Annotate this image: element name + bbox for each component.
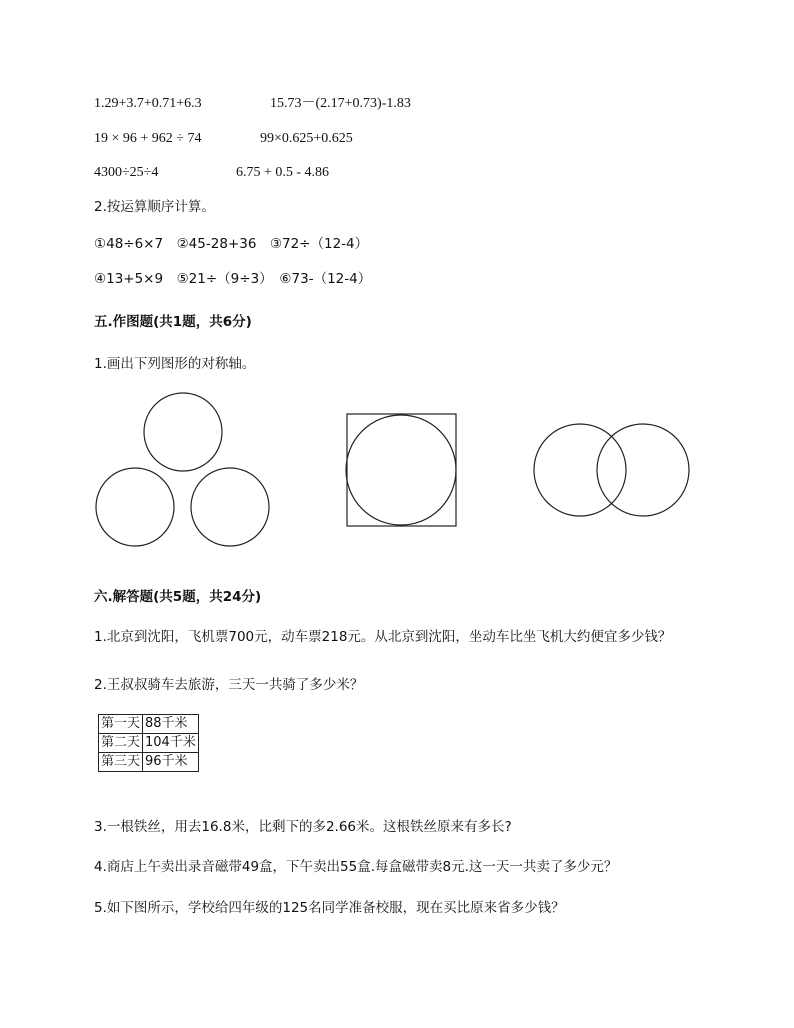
three-circles-top bbox=[144, 393, 222, 471]
section5-q1: 1.画出下列图形的对称轴。 bbox=[94, 356, 256, 372]
section6-q5: 5.如下图所示，学校给四年级的125名同学准备校服，现在买比原来省多少钱？ bbox=[94, 900, 565, 916]
calc-row1-a: 1.29+3.7+0.71+6.3 bbox=[94, 96, 202, 111]
riding-distance-table bbox=[98, 714, 199, 772]
order-row1: ①48÷6×7 ②45-28+36 ③72÷（12-4） bbox=[94, 236, 369, 252]
section6-q3: 3.一根铁丝，用去16.8米，比剩下的多2.66米。这根铁丝原来有多长? bbox=[94, 819, 512, 835]
table-row bbox=[99, 715, 199, 734]
distance-cell: 104千米 bbox=[143, 734, 199, 753]
calc-row3-a: 4300÷25÷4 bbox=[94, 165, 159, 180]
order-row2: ④13+5×9 ⑤21÷（9÷3） ⑥73-（12-4） bbox=[94, 271, 372, 287]
day-cell: 第一天 bbox=[99, 715, 143, 734]
day-cell: 第三天 bbox=[99, 753, 143, 772]
inscribed-circle bbox=[346, 415, 456, 525]
calc-row3-b: 6.75 + 0.5 - 4.86 bbox=[236, 165, 330, 180]
calc-row2-b: 99×0.625+0.625 bbox=[260, 131, 353, 146]
section6-q2: 2.王叔叔骑车去旅游，三天一共骑了多少米？ bbox=[94, 677, 364, 693]
three-circles-left bbox=[96, 468, 174, 546]
three-circles-right bbox=[191, 468, 269, 546]
calc-row1-b: 15.73－(2.17+0.73)-1.83 bbox=[270, 96, 411, 111]
section5-title: 五.作图题(共1题，共6分) bbox=[94, 314, 252, 330]
section6-q4: 4.商店上午卖出录音磁带49盒，下午卖出55盒.每盒磁带卖8元.这一天一共卖了多少元？ bbox=[94, 859, 618, 875]
table-row bbox=[99, 734, 199, 753]
table-row bbox=[99, 753, 199, 772]
section6-q1: 1.北京到沈阳，飞机票700元，动车票218元。从北京到沈阳，坐动车比坐飞机大约便宜多少钱？ bbox=[94, 629, 672, 645]
overlap-circle-left bbox=[534, 424, 626, 516]
day-cell: 第二天 bbox=[99, 734, 143, 753]
calc-row2-a: 19 × 96 + 962 ÷ 74 bbox=[94, 131, 202, 146]
order-heading: 2.按运算顺序计算。 bbox=[94, 199, 215, 215]
section6-title: 六.解答题(共5题，共24分) bbox=[94, 589, 262, 605]
distance-cell: 88千米 bbox=[143, 715, 199, 734]
distance-cell: 96千米 bbox=[143, 753, 199, 772]
overlap-circle-right bbox=[597, 424, 689, 516]
